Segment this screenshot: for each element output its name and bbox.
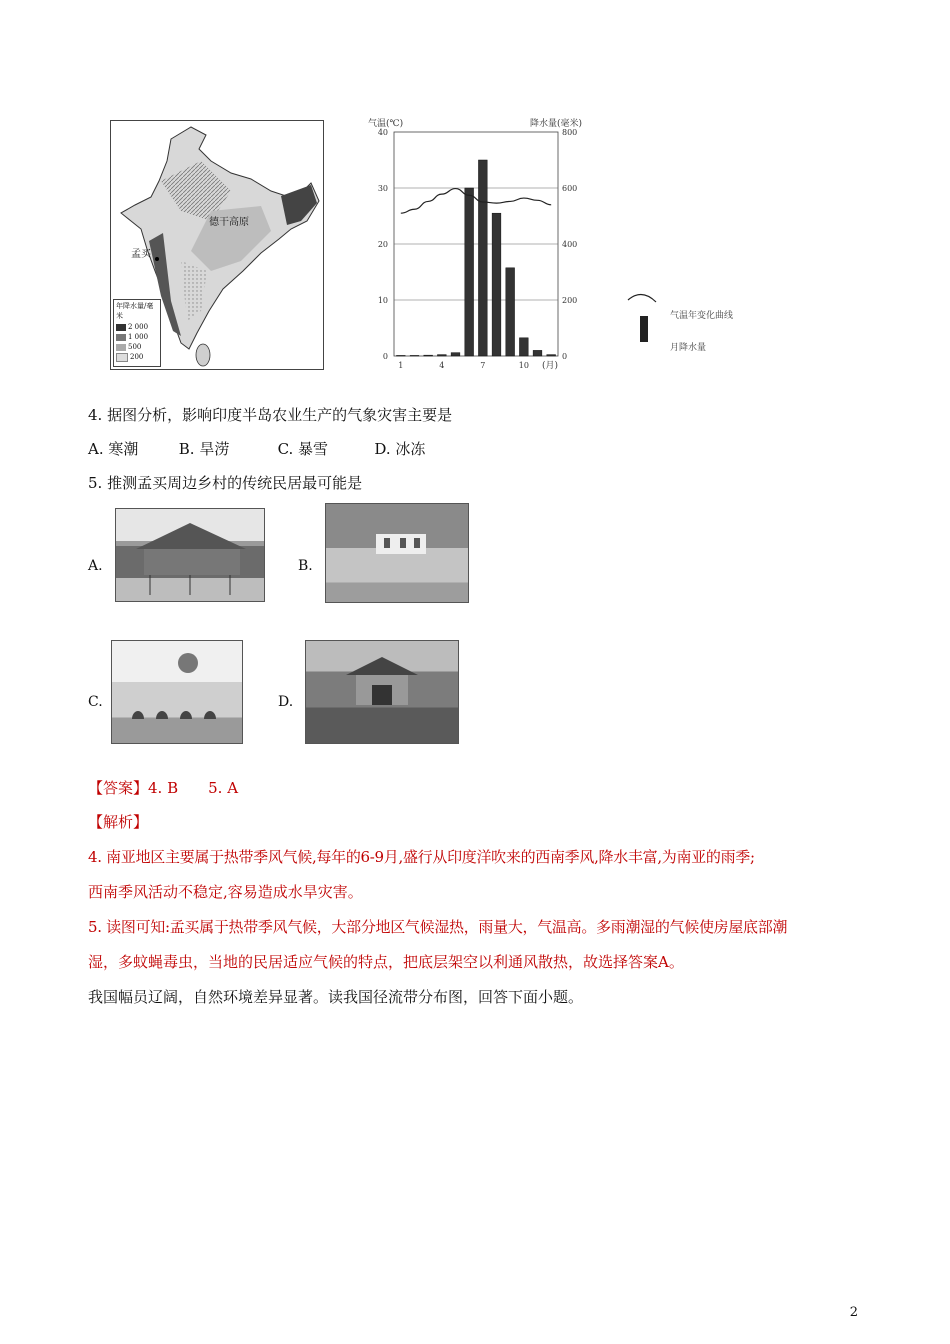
left-tick-label: 30 <box>377 184 388 193</box>
legend-bar-icon <box>640 316 648 342</box>
q4-option-a[interactable]: A. 寒潮 <box>88 440 139 458</box>
q4-option-d[interactable]: D. 冰冻 <box>374 440 426 458</box>
mumbai-climate-chart <box>360 112 760 374</box>
right-tick-label: 400 <box>562 240 578 249</box>
left-tick-label: 40 <box>377 128 388 137</box>
precip-bar <box>424 355 433 356</box>
q4-options <box>88 438 425 459</box>
photo-siheyuan[interactable] <box>305 640 459 744</box>
india-rainfall-map <box>110 120 324 370</box>
photo-yaodong[interactable] <box>111 640 243 744</box>
q5-stem: 5. 推测孟买周边乡村的传统民居最可能是 <box>88 474 363 492</box>
precip-bar <box>410 355 419 356</box>
legend-monthly-precip: 月降水量 <box>670 343 707 353</box>
left-tick-label: 0 <box>382 352 388 361</box>
left-axis-label: 气温(℃) <box>368 119 404 129</box>
q5-option-d[interactable]: D. <box>278 694 294 710</box>
legend-temperature-curve: 气温年变化曲线 <box>670 311 734 321</box>
legend-200: 200 <box>130 353 144 361</box>
map-label-deccan: 德干高原 <box>209 217 249 228</box>
precip-bar <box>451 353 460 356</box>
legend-line-icon <box>628 294 656 302</box>
right-tick-label: 0 <box>562 352 568 361</box>
x-tick-label: 1 <box>398 361 404 370</box>
analysis-5-line2: 湿，多蚊蝇毒虫，当地的民居适应气候的特点，把底层架空以利通风散热，故选择答案A。 <box>88 953 684 971</box>
analysis-5-line1: 5. 读图可知:孟买属于热带季风气候，大部分地区气候湿热，雨量大，气温高。多雨潮湿的气候使房屋底部潮 <box>88 918 788 936</box>
answer-text: 4. B 5. A <box>148 779 239 797</box>
legend-500: 500 <box>128 343 142 351</box>
q4-stem: 4. 据图分析，影响印度半岛农业生产的气象灾害主要是 <box>88 406 453 424</box>
precip-bar <box>547 355 556 356</box>
q5-option-b[interactable]: B. <box>298 558 313 574</box>
precip-bar <box>506 268 515 356</box>
left-tick-label: 20 <box>377 240 388 249</box>
right-tick-label: 200 <box>562 296 578 305</box>
q5-option-c[interactable]: C. <box>88 694 103 710</box>
answer-line <box>88 777 238 798</box>
precip-bar <box>492 213 501 356</box>
q4-option-c[interactable]: C. 暴雪 <box>277 440 329 458</box>
x-axis-label: (月) <box>542 361 559 371</box>
photo-cave-dwelling-courtyard[interactable] <box>325 503 469 603</box>
x-tick-label: 4 <box>439 361 445 370</box>
answer-label: 【答案】 <box>88 779 149 797</box>
precip-bar <box>533 350 542 356</box>
analysis-label: 【解析】 <box>88 813 149 831</box>
map-legend <box>113 299 161 367</box>
next-question-intro: 我国幅员辽阔，自然环境差异显著。读我国径流带分布图，回答下面小题。 <box>88 988 584 1006</box>
q5-option-a[interactable]: A. <box>88 558 103 574</box>
left-tick-label: 10 <box>377 296 388 305</box>
map-label-mumbai: 孟买 <box>131 249 151 260</box>
page-number: 2 <box>849 1305 858 1320</box>
analysis-4-line1: 4. 南亚地区主要属于热带季风气候,每年的6-9月,盛行从印度洋吹来的西南季风,降水丰富,为南亚的雨季; <box>88 848 755 866</box>
x-tick-label: 7 <box>480 361 486 370</box>
precip-bar <box>437 355 446 356</box>
right-tick-label: 600 <box>562 184 578 193</box>
map-legend-title: 年降水量/毫米 <box>116 302 154 320</box>
right-tick-label: 800 <box>562 128 578 137</box>
photo-stilt-house[interactable] <box>115 508 265 602</box>
precip-bar <box>465 188 474 356</box>
temperature-curve <box>401 189 551 214</box>
legend-1000: 1 000 <box>128 333 149 341</box>
q4-option-b[interactable]: B. 旱涝 <box>178 440 230 458</box>
analysis-4-line2: 西南季风活动不稳定,容易造成水旱灾害。 <box>88 883 363 901</box>
precip-bar <box>519 338 528 356</box>
right-axis-label: 降水量(毫米) <box>530 119 583 129</box>
x-tick-label: 10 <box>518 361 529 370</box>
legend-2000: 2 000 <box>128 323 149 331</box>
precip-bar <box>396 355 405 356</box>
precip-bar <box>478 160 487 356</box>
